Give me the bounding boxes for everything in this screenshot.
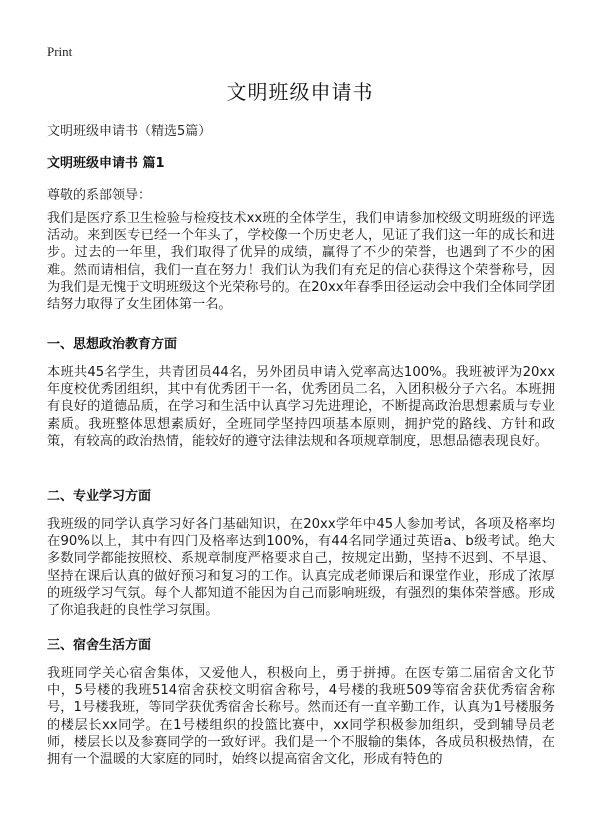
section-body-political: 本班共45名学生，共青团员44名，另外团员申请入党率高达100%。我班被评为20xx年度校优秀团组织，其中有优秀团干一名，优秀团员二名，入团积极分子六名。本班拥有良好的道德品质，在学习和生活中认真学习先进理论，不断提高政治思想素质与专业素质。我班整体思想素质好，全班同学坚持四项基本原则，拥护党的路线、方针和政策，有较高的政治热情，能较好的遵守法律法规和各项规章制度，思想品德表现良好。 — [47, 365, 555, 449]
section-body-dormitory: 我班同学关心宿舍集体，又爱他人，积极向上，勇于拼搏。在医专第二届宿舍文化节中，5号楼的我班514宿舍获校文明宿舍称号，4号楼的我班509等宿舍获优秀宿舍称号，1号楼我班，等同学获优秀宿舍长称号。然而还有一直辛勤工作，认真为1号楼服务的楼层长xx同学。在1号楼组织的投篮比赛中，xx同学积极参加组织，受到辅导员老师，楼层长以及参赛同学的一致好评。我们是一个不服输的集体，各成员积极热情，在拥有一个温暖的大家庭的同时，始终以提高宿舍文化，形成有特色的 — [47, 666, 555, 768]
section-heading-study: 二、专业学习方面 — [47, 489, 152, 504]
section-body-study: 我班级的同学认真学习好各门基础知识，在20xx学年中45人参加考试，各项及格率均在90%以上，其中有四门及格率达到100%，有44名同学通过英语a、b级考试。绝大多数同学都能按照校、系规章制度严格要求自己，按规定出勤，坚持不迟到、不早退、坚持在课后认真的做好预习和复习的工作。认真完成老师课后和课堂作业，形成了浓厚的班级学习气氛。每个人都知道不能因为自己而影响班级，有强烈的集体荣誉感。形成了你追我赶的良性学习氛围。 — [47, 517, 555, 619]
section-heading-political: 一、思想政治教育方面 — [47, 337, 178, 352]
document-title: 文明班级申请书 — [226, 80, 374, 104]
article-title: 文明班级申请书 篇1 — [47, 156, 165, 171]
document-subtitle: 文明班级申请书（精选5篇） — [47, 124, 212, 139]
section-heading-dormitory: 三、宿舍生活方面 — [47, 638, 152, 653]
intro-paragraph: 我们是医疗系卫生检验与检疫技术xx班的全体学生，我们申请参加校级文明班级的评选活动。来到医专已经一个年头了，学校像一个历史老人，见证了我们这一年的成长和进步。过去的一年里，我们取得了优异的成绩，赢得了不少的荣誉，也遇到了不少的困难。然而请相信，我们一直在努力！我们认为我们有充足的信心获得这个荣誉称号，因为我们是无愧于文明班级这个光荣称号的。在20xx年春季田径运动会中我们全体同学团结努力取得了女生团体第一名。 — [47, 211, 555, 313]
greeting: 尊敬的系部领导： — [47, 188, 152, 203]
print-link[interactable]: Print — [47, 44, 73, 59]
